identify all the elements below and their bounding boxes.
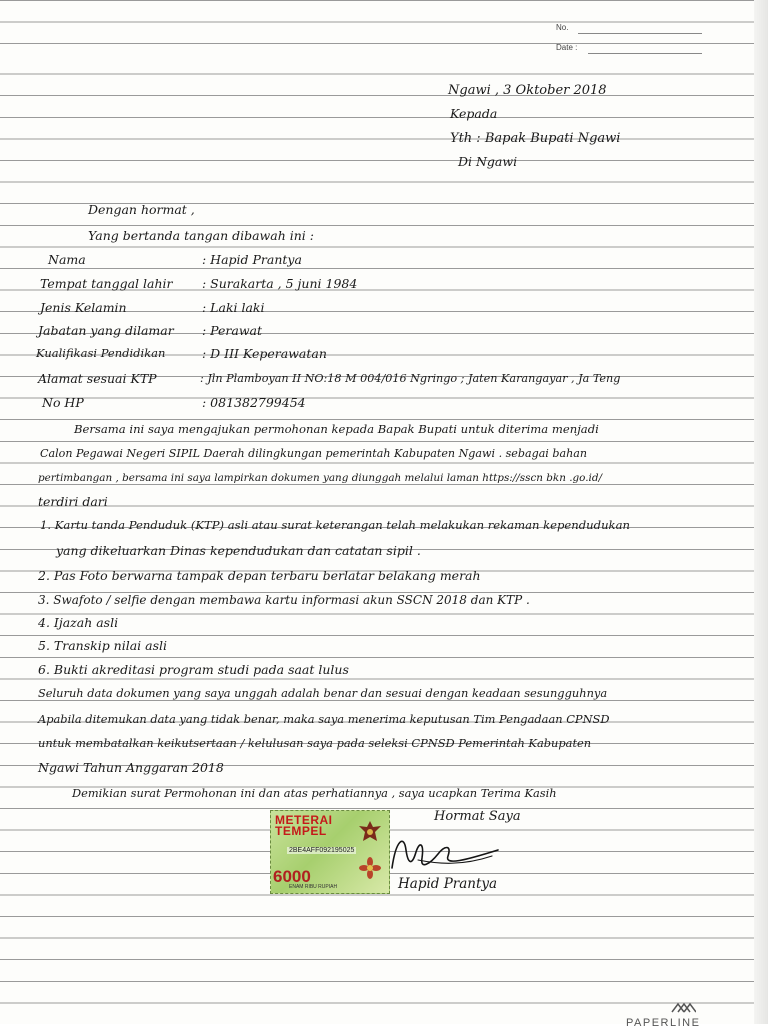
body-line: Calon Pegawai Negeri SIPIL Daerah dilingkungan pemerintah Kabupaten Ngawi . sebagai bahan — [40, 447, 588, 460]
place-date: Ngawi , 3 Oktober 2018 — [448, 83, 607, 98]
list-item: 3. Swafoto / selfie dengan membawa kartu informasi akun SSCN 2018 dan KTP . — [38, 593, 530, 607]
paperline-mark-icon — [670, 1002, 696, 1014]
field-label: Alamat sesuai KTP — [38, 371, 157, 386]
flower-ornament-icon — [359, 857, 381, 879]
paperline-logo — [620, 1000, 730, 1029]
field-value: : D III Keperawatan — [202, 346, 327, 361]
field-label: Tempat tanggal lahir — [40, 276, 173, 291]
stamp-value-words: ENAM RIBU RUPIAH — [289, 884, 338, 890]
field-value: : 081382799454 — [202, 395, 306, 410]
list-item: 5. Transkip nilai asli — [38, 638, 168, 653]
no-rule — [578, 33, 702, 34]
paper-edge — [754, 0, 768, 1024]
date-rule — [588, 53, 702, 54]
revenue-stamp — [270, 810, 390, 894]
stamp-value: 6000 — [273, 867, 311, 886]
stamp-serial: 2BE4AFF092195025 — [289, 847, 355, 854]
final-statement: Demikian surat Permohonan ini dan atas perhatiannya , saya ucapkan Terima Kasih — [72, 786, 557, 800]
field-label: Jenis Kelamin — [40, 300, 127, 315]
field-value: : Laki laki — [202, 300, 265, 315]
list-item: 1. Kartu tanda Penduduk (KTP) asli atau surat keterangan telah melakukan rekaman kependudukan — [40, 518, 630, 532]
field-value: : Surakarta , 5 juni 1984 — [202, 276, 358, 291]
recipient-location: Di Ngawi — [458, 154, 518, 169]
body-line: terdiri dari — [38, 494, 108, 509]
signer-name: Hapid Prantya — [398, 876, 498, 892]
body-line: Bersama ini saya mengajukan permohonan kepada Bapak Bupati untuk diterima menjadi — [74, 422, 599, 436]
list-item: 4. Ijazah asli — [38, 615, 119, 630]
paperline-brand: PAPERLINE — [626, 1017, 701, 1029]
body-line: pertimbangan , bersama ini saya lampirkan dokumen yang diunggah melalui laman https://sscn bkn .go.id/ — [38, 472, 603, 484]
regards: Hormat Saya — [434, 809, 521, 824]
closing-line: untuk membatalkan keikutsertaan / kelulusan saya pada seleksi CPNSD Pemerintah Kabupaten — [38, 736, 592, 750]
date-label: Date : — [556, 43, 578, 52]
no-label: No. — [556, 23, 569, 32]
list-item: yang dikeluarkan Dinas kependudukan dan catatan sipil . — [56, 543, 421, 558]
closing-line: Ngawi Tahun Anggaran 2018 — [38, 760, 224, 775]
garuda-emblem-icon — [357, 819, 383, 845]
stamp-title — [275, 815, 333, 837]
field-label: No HP — [42, 395, 84, 410]
list-item: 6. Bukti akreditasi program studi pada saat lulus — [38, 662, 349, 677]
stamp-title-line: TEMPEL — [275, 824, 327, 838]
field-label: Jabatan yang dilamar — [38, 323, 174, 338]
closing-line: Seluruh data dokumen yang saya unggah adalah benar dan sesuai dengan keadaan sesungguhnya — [38, 686, 608, 700]
list-item: 2. Pas Foto berwarna tampak depan terbaru berlatar belakang merah — [38, 568, 481, 583]
field-label: Nama — [48, 252, 86, 267]
field-value: : Perawat — [202, 323, 263, 338]
field-value: : Jln Plamboyan II NO:18 M 004/016 Ngringo ; Jaten Karangayar , Ja Teng — [200, 372, 621, 385]
intro: Yang bertanda tangan dibawah ini : — [88, 228, 314, 243]
greeting: Dengan hormat , — [88, 202, 195, 217]
stamp-title-line: METERAI — [275, 813, 333, 827]
signature-icon — [382, 820, 502, 880]
kepada: Kepada — [450, 106, 498, 121]
recipient: Yth : Bapak Bupati Ngawi — [450, 131, 621, 146]
closing-line: Apabila ditemukan data yang tidak benar, maka saya menerima keputusan Tim Pengadaan CPNSD — [38, 712, 610, 726]
field-value: : Hapid Prantya — [202, 252, 302, 267]
field-label: Kualifikasi Pendidikan — [36, 346, 166, 360]
